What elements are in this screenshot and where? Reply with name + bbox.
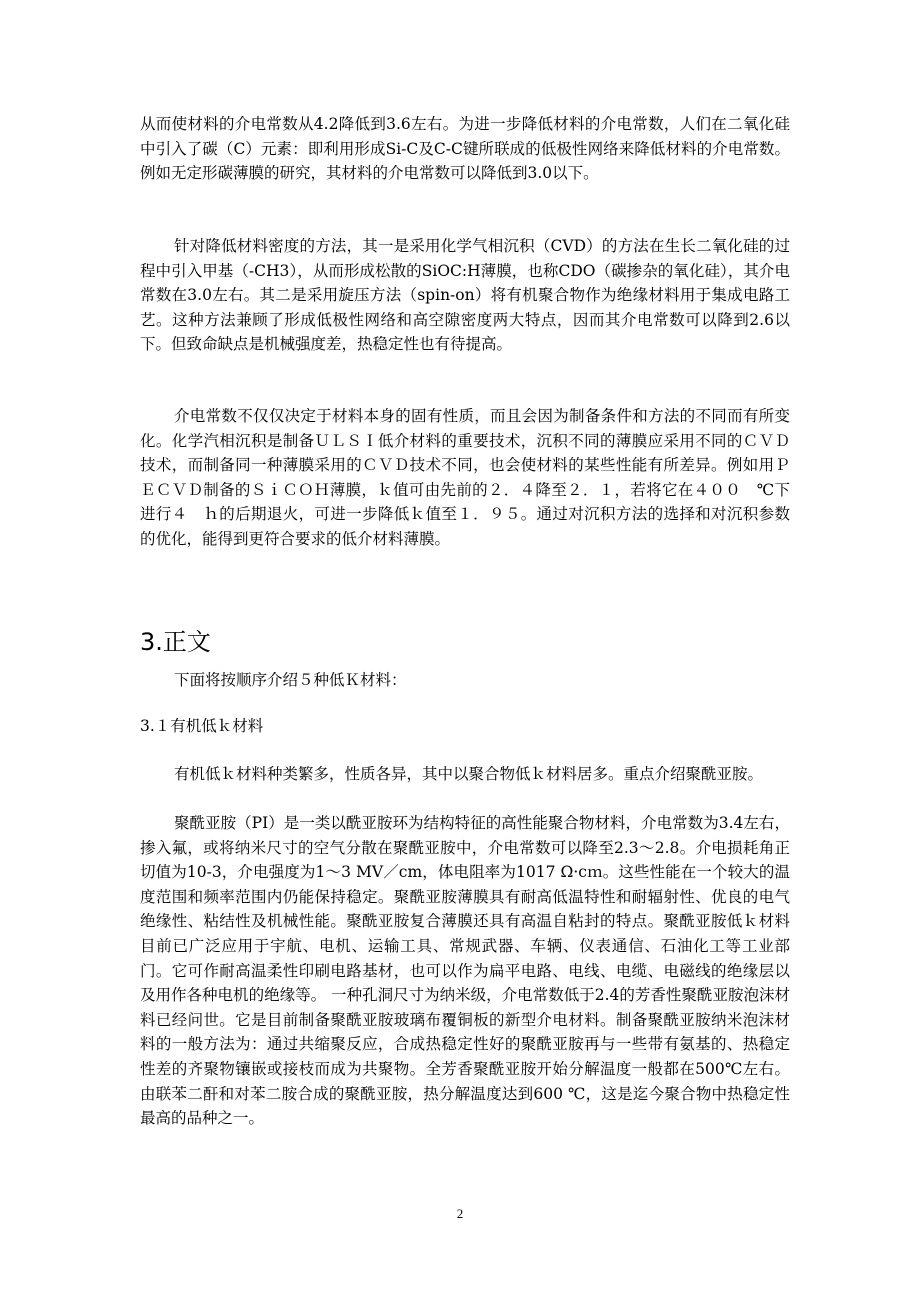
section-heading: 3.正文 <box>140 628 211 656</box>
paragraph-cvd-preparation: 介电常数不仅仅决定于材料本身的固有性质，而且会因为制备条件和方法的不同而有所变化。化学汽相沉积是制备ＵＬＳＩ低介材料的重要技术，沉积不同的薄膜应采用不同的ＣＶＤ技术，而制备同一种薄膜采用的ＣＶＤ技术不同，也会使材料的某些性能有所差异。例如用ＰＥＣＶＤ制备的ＳｉＣＯＨ薄膜，ｋ值可由先前的２．４降至２．１，若将它在４００ ℃下进行４ ｈ的后期退火，可进一步降低ｋ值至１．９５。通过对沉积方法的选择和对沉积参数的优化，能得到更符合要求的低介材料薄膜。 <box>140 407 790 548</box>
paragraph-organic-low-k: 有机低ｋ材料种类繁多，性质各异，其中以聚合物低ｋ材料居多。重点介绍聚酰亚胺。 <box>174 765 764 783</box>
paragraph-density-reduction: 针对降低材料密度的方法，其一是采用化学气相沉积（CVD）的方法在生长二氧化硅的过程中引入甲基（-CH3），从而形成松散的SiOC:H薄膜，也称CDO（碳掺杂的氧化硅），其介电常数在3.0左右。其二是采用旋压方法（spin-on）将有机聚合物作为绝缘材料用于集成电路工艺。这种方法兼顾了形成低极性网络和高空隙密度两大特点，因而其介电常数可以降到2.6以下。但致命缺点是机械强度差，热稳定性也有待提高。 <box>140 237 790 354</box>
paragraph-polyimide: 聚酰亚胺（PI）是一类以酰亚胺环为结构特征的高性能聚合物材料，介电常数为3.4左右，掺入氟，或将纳米尺寸的空气分散在聚酰亚胺中，介电常数可以降至2.3～2.8。介电损耗角正切值为10-3，介电强度为1～3 MV／cm，体电阻率为1017 Ω·cｍ。这些性能在一个较大的温度范围和频率范围内仍能保持稳定。聚酰亚胺薄膜具有耐高低温特性和耐辐射性、优良的电气绝缘性、粘结性及机械性能。聚酰亚胺复合薄膜还具有高温自粘封的特点。聚酰亚胺低ｋ材料目前已广泛应用于宇航、电机、运输工具、常规武器、车辆、仪表通信、石油化工等工业部门。它可作耐高温柔性印刷电路基材，也可以作为扁平电路、电线、电缆、电磁线的绝缘层以及用作各种电机的绝缘等。 一种孔洞尺寸为纳米级，介电常数低于2.4的芳香性聚酰亚胺泡沫材料已经问世。它是目前制备聚酰亚胺玻璃布覆铜板的新型介电材料。制备聚酰亚胺纳米泡沫材料的一般方法为：通过共缩聚反应，合成热稳定性好的聚酰亚胺再与一些带有氨基的、热稳定性差的齐聚物镶嵌或接枝而成为共聚物。全芳香聚酰亚胺开始分解温度一般都在500℃左右。由联苯二酐和对苯二胺合成的聚酰亚胺，热分解温度达到600 ℃，这是迄今聚合物中热稳定性最高的品种之一。 <box>140 814 790 1128</box>
section-intro: 下面将按顺序介绍５种低Ｋ材料： <box>174 671 407 689</box>
paragraph-dielectric-carbon: 从而使材料的介电常数从4.2降低到3.6左右。为进一步降低材料的介电常数，人们在二氧化硅中引入了碳（C）元素：即利用形成Si-C及C-C键所联成的低极性网络来降低材料的介电常数。例如无定形碳薄膜的研究，其材料的介电常数可以降低到3.0以下。 <box>140 115 790 183</box>
page-number: 2 <box>456 1206 464 1221</box>
subsection-heading: 3.１有机低ｋ材料 <box>140 717 264 735</box>
